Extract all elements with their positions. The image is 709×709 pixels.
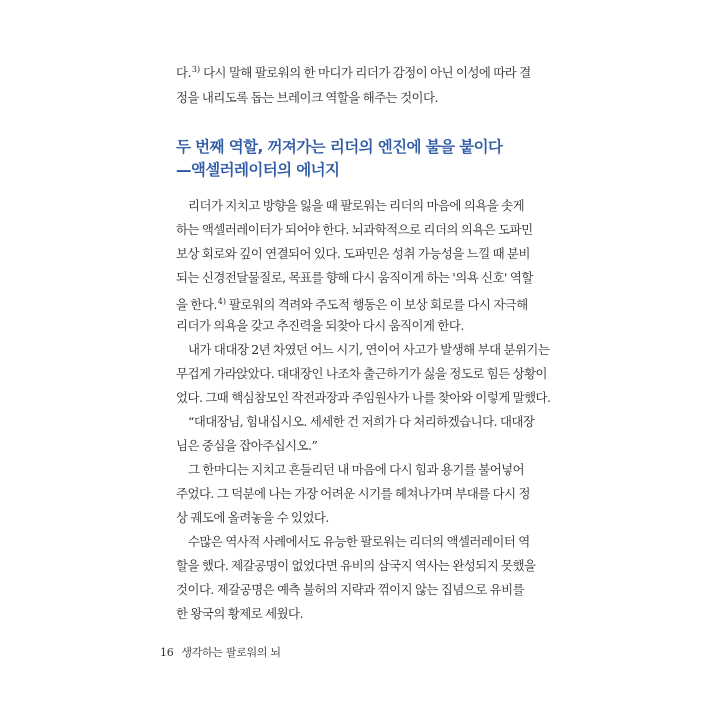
paragraph-line: 었다. 그때 핵심참모인 작전과장과 주임원사가 나를 찾아와 이렇게 말했다. <box>176 390 551 405</box>
footnote-marker-4: 4) <box>217 297 227 306</box>
paragraph-line: 상 궤도에 올려놓을 수 있었다. <box>176 510 329 525</box>
footnote-marker-3: 3) <box>191 65 201 74</box>
paragraph-line: 보상 회로와 깊이 연결되어 있다. 도파민은 성취 가능성을 느낄 때 분비 <box>176 246 530 261</box>
page-footer <box>160 646 281 660</box>
paragraph-line: 할을 했다. 제갈공명이 없었다면 유비의 삼국지 역사는 완성되지 못했을 <box>176 558 536 573</box>
paragraph-line: 무겁게 가라앉았다. 대대장인 나조차 출근하기가 싫을 정도로 힘든 상황이 <box>176 366 548 381</box>
quote-line: “대대장님, 힘내십시오. 세세한 건 저희가 다 처리하겠습니다. 대대장 <box>188 414 535 429</box>
paragraph-text: 을 한다. <box>176 297 217 312</box>
intro-text-rest: 다시 말해 팔로워의 한 마디가 리더가 감정이 아닌 이성에 따라 결 <box>200 65 531 80</box>
paragraph-line: 한 왕국의 황제로 세웠다. <box>176 606 303 621</box>
paragraph-line: 리더가 의욕을 갖고 추진력을 되찾아 다시 움직이게 한다. <box>176 318 464 333</box>
paragraph-line: 주었다. 그 덕분에 나는 가장 어려운 시기를 헤쳐나가며 부대를 다시 정 <box>176 486 530 501</box>
running-book-title: 생각하는 팔로워의 뇌 <box>181 646 281 659</box>
paragraph-line <box>176 294 550 313</box>
paragraph-line: 하는 액셀러레이터가 되어야 한다. 뇌과학적으로 리더의 의욕은 도파민 <box>176 222 533 237</box>
quote-line: 님은 중심을 잡아주십시오.” <box>176 438 318 453</box>
paragraph-line: 그 한마디는 지치고 흔들리던 내 마음에 다시 힘과 용기를 불어넣어 <box>188 462 525 477</box>
section-heading-line-2: —액셀러레이터의 에너지 <box>176 161 340 179</box>
intro-line-2: 정을 내리도록 돕는 브레이크 역할을 해주는 것이다. <box>176 90 438 105</box>
paragraph-line: 리더가 지치고 방향을 잃을 때 팔로워는 리더의 마음에 의욕을 솟게 <box>188 198 525 213</box>
intro-line-1 <box>176 62 550 81</box>
paragraph-line: 것이다. 제갈공명은 예측 불허의 지략과 꺾이지 않는 집념으로 유비를 <box>176 582 525 597</box>
section-heading-line-1: 두 번째 역할, 꺼져가는 리더의 엔진에 불을 붙이다 <box>176 138 503 156</box>
paragraph-line: 수많은 역사적 사례에서도 유능한 팔로워는 리더의 액셀러레이터 역 <box>188 534 530 549</box>
paragraph-text: 팔로워의 격려와 주도적 행동은 이 보상 회로를 다시 자극해 <box>226 297 528 312</box>
intro-text-start: 다. <box>176 65 191 80</box>
paragraph-line: 내가 대대장 2년 차였던 어느 시기, 연이어 사고가 발생해 부대 분위기는 <box>188 342 550 357</box>
page-number: 16 <box>160 646 174 659</box>
paragraph-line: 되는 신경전달물질로, 목표를 향해 다시 움직이게 하는 '의욕 신호' 역할 <box>176 270 533 285</box>
